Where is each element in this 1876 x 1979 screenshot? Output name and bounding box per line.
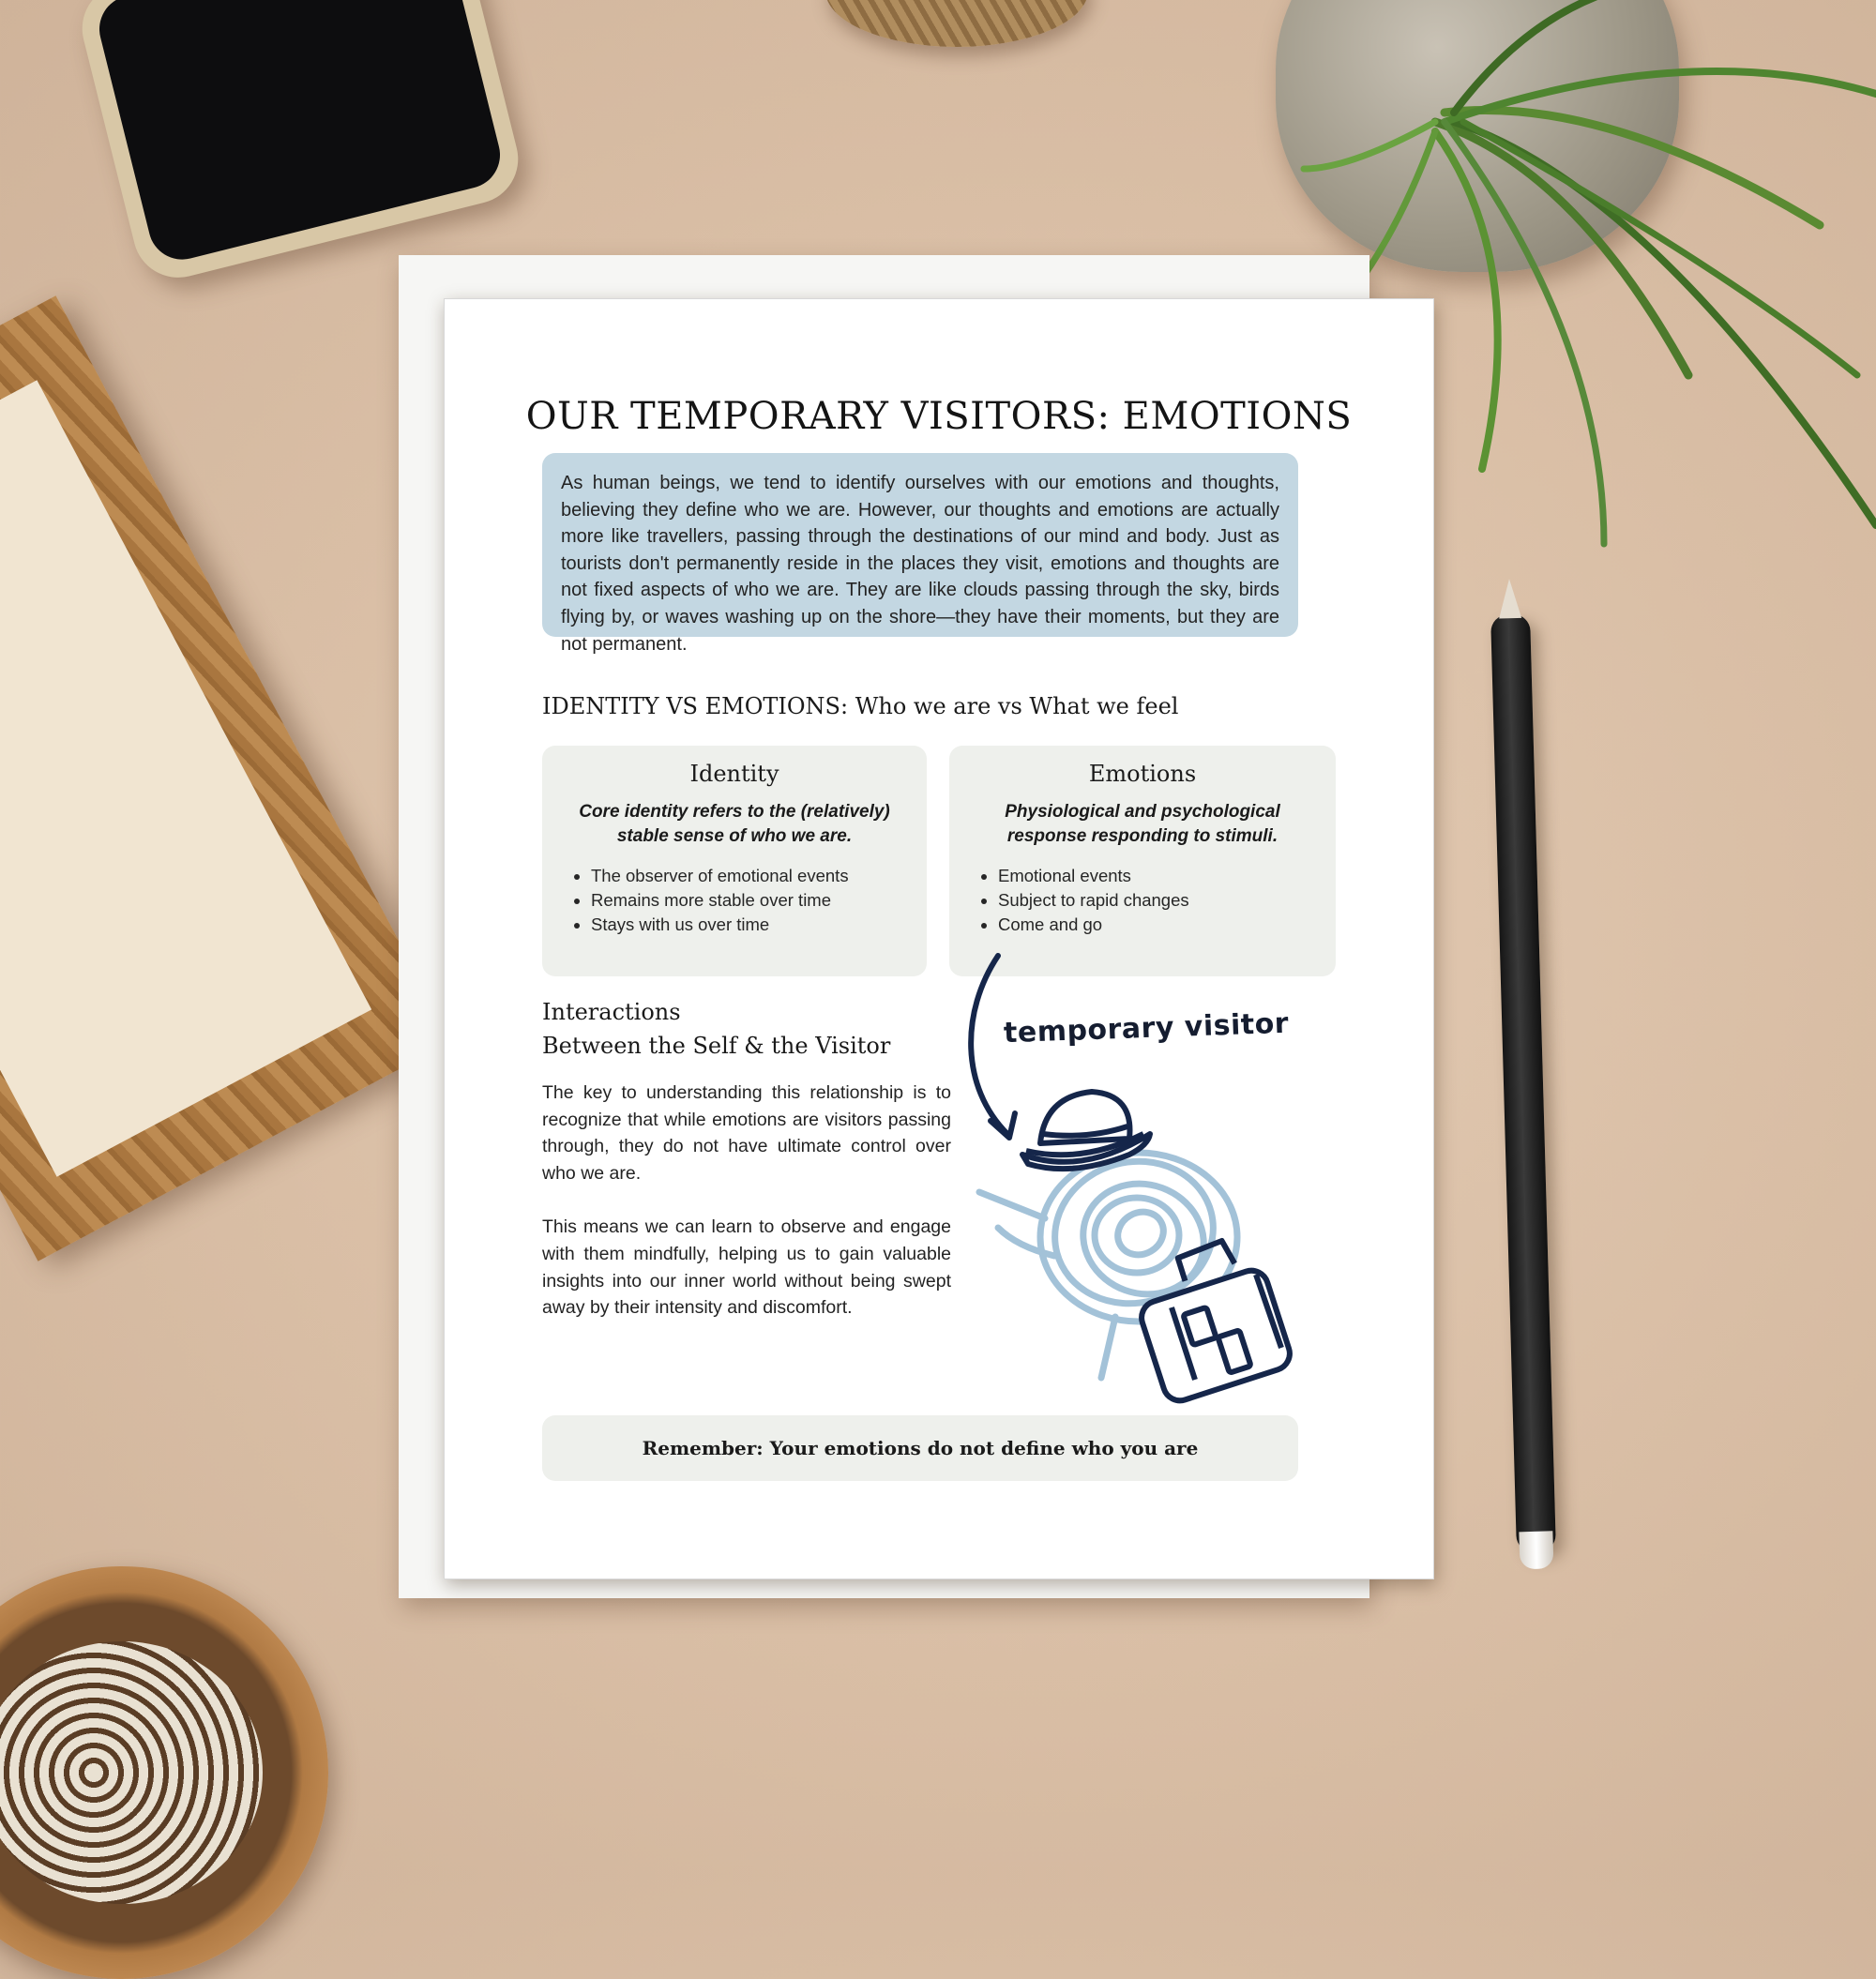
worksheet-page (444, 298, 1434, 1579)
interactions-body (542, 1080, 951, 1349)
curved-arrow-icon (971, 956, 1007, 1134)
section-heading: IDENTITY VS EMOTIONS: Who we are vs What we feel (542, 693, 1179, 719)
remember-box (542, 1415, 1298, 1481)
frame-insert (0, 380, 371, 1176)
phone-screen (92, 0, 507, 266)
pencil-tip (1498, 579, 1521, 619)
list-item: • Subject to rapid changes (998, 888, 1317, 913)
emotions-card (949, 746, 1336, 976)
pencil-end (1519, 1531, 1553, 1569)
smartphone (73, 0, 528, 287)
list-item: • Stays with us over time (591, 913, 908, 937)
list-item: • The observer of emotional events (591, 864, 908, 888)
interactions-paragraph-1: The key to understanding this relationship is to recognize that while emotions are visitors passing through, they do not have ultimate control over who we are. (542, 1082, 951, 1184)
interactions-heading-line1: Interactions (542, 999, 681, 1025)
intro-text: As human beings, we tend to identify ourselves with our emotions and thoughts, believing they define who we are. However, our thoughts and emotions are actually more like travellers, passing through the destinations of our mind and body. Just as tourists don't permanently reside in the places they visit, emotions and thoughts are not fixed aspects of who we are. They are like clouds passing through the sky, birds flying by, or waves washing up on the shore—they have their moments, but they are not permanent. (561, 473, 1279, 655)
list-item: • Come and go (998, 913, 1317, 937)
pencil (1490, 614, 1556, 1553)
identity-title: Identity (689, 761, 779, 787)
identity-card (542, 746, 927, 976)
identity-list (561, 864, 908, 937)
interactions-heading (542, 995, 890, 1063)
intro-box (542, 453, 1298, 655)
hat-icon (1022, 1092, 1150, 1169)
page-title: OUR TEMPORARY VISITORS: EMOTIONS (525, 395, 1353, 438)
emotions-list (968, 864, 1317, 937)
bowl-contents (0, 1641, 263, 1904)
identity-description: Core identity refers to the (relatively) stable sense of who we are. (579, 802, 890, 846)
list-item: • Remains more stable over time (591, 888, 908, 913)
wooden-frame (0, 295, 452, 1261)
interactions-paragraph-2: This means we can learn to observe and engage with them mindfully, helping us to gain valuable insights into our inner world without being swept away by their intensity and discomfort. (542, 1216, 951, 1319)
interactions-heading-line2: Between the Self & the Visitor (542, 1033, 891, 1059)
list-item: • Emotional events (998, 864, 1317, 888)
temporary-visitor-label: temporary visitor (1003, 1006, 1290, 1050)
wicker-basket (825, 0, 1088, 47)
remember-text: Remember: Your emotions do not define who you are (642, 1437, 1199, 1459)
emotions-title: Emotions (1088, 761, 1197, 787)
emotions-description: Physiological and psychological response responding to stimuli. (1005, 802, 1280, 846)
wooden-bowl (0, 1566, 328, 1979)
